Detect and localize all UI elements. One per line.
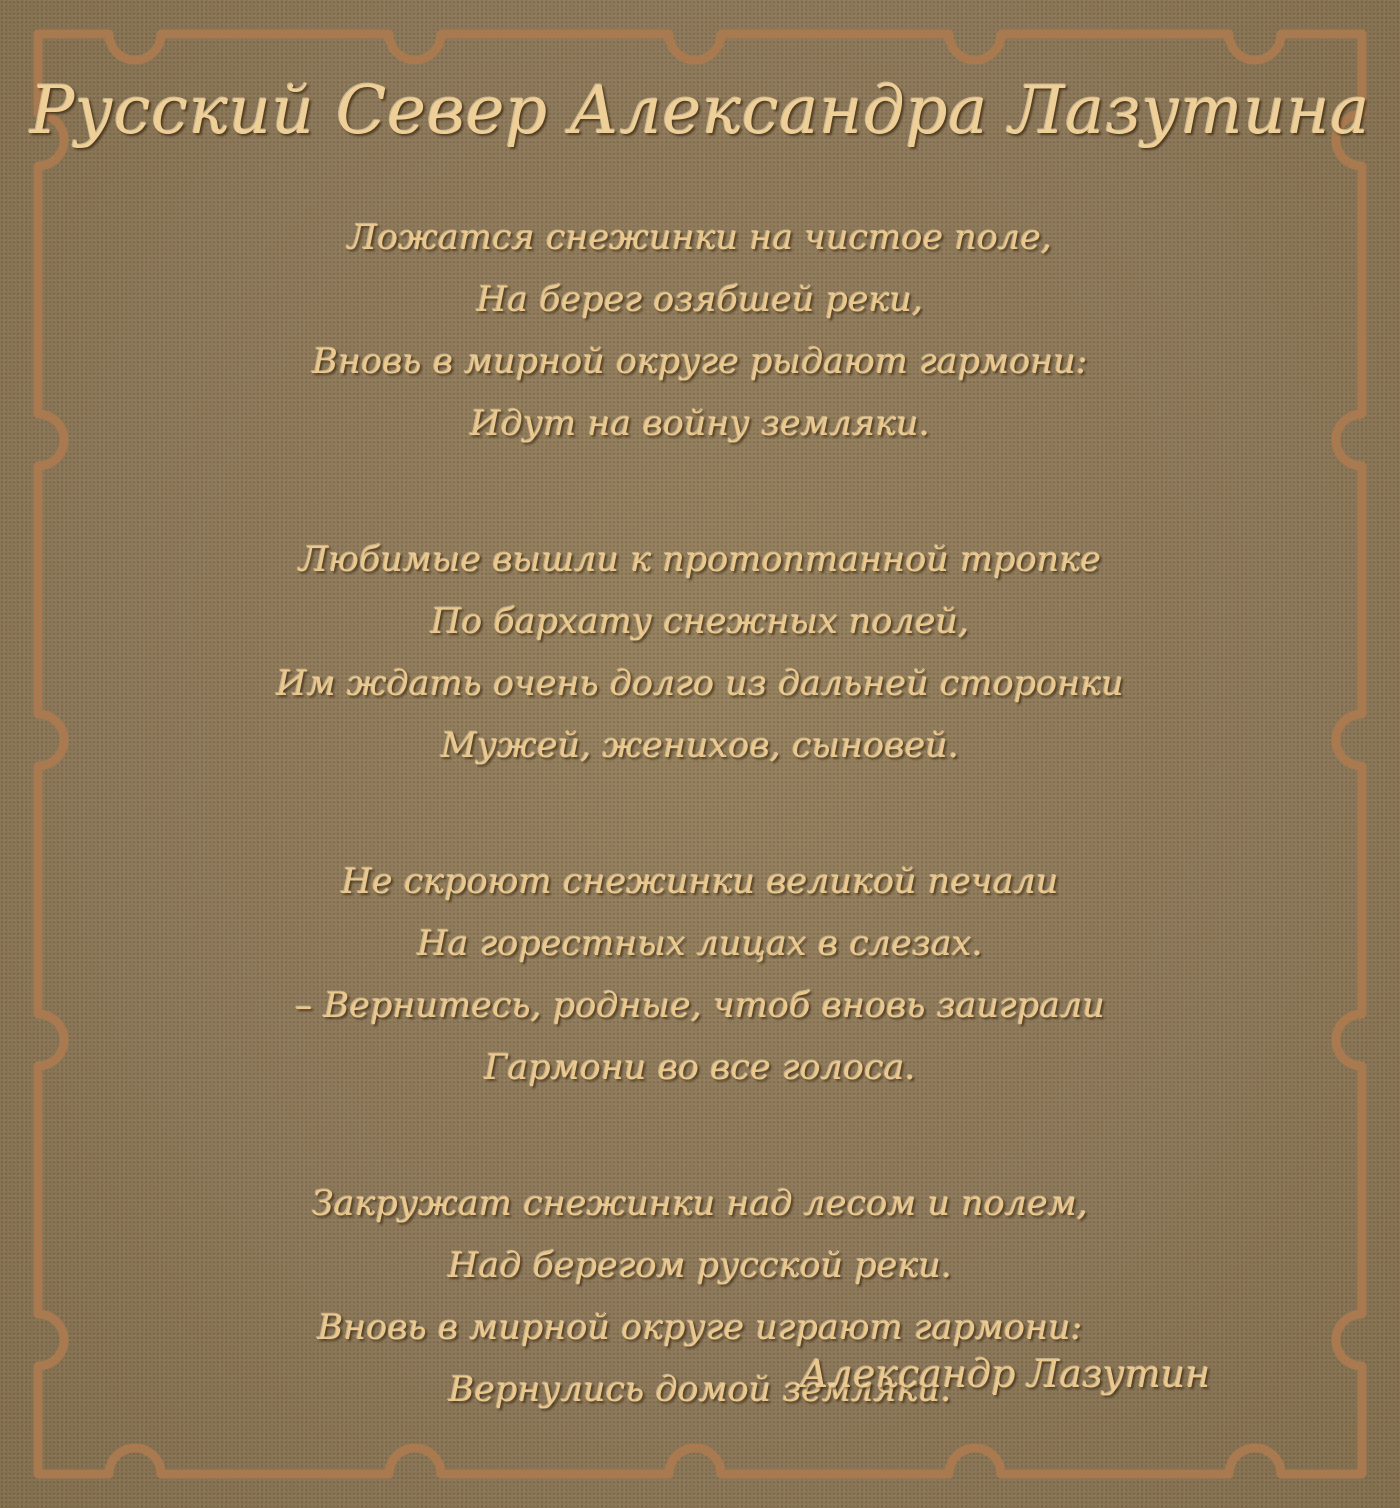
poem-line: Вновь в мирной округе рыдают гармони: (312, 342, 1088, 382)
stanza-3 (0, 856, 1400, 1104)
author-signature: Александр Лазутин (800, 1352, 1211, 1396)
stanza-1 (0, 212, 1400, 460)
poem-line: Им ждать очень долго из дальней сторонки (276, 664, 1124, 704)
poem-line: Мужей, женихов, сыновей. (441, 726, 959, 766)
poem-line: Над берегом русской реки. (447, 1246, 953, 1286)
poem (0, 212, 1400, 1500)
poem-line: На берег озябшей реки, (476, 280, 924, 320)
poem-line: Любимые вышли к протоптанной тропке (299, 540, 1101, 580)
poem-line: Не скроют снежинки великой печали (341, 862, 1059, 902)
poem-line: Ложатся снежинки на чистое поле, (347, 218, 1053, 258)
poem-line: На горестных лицах в слезах. (417, 924, 983, 964)
stanza-2 (0, 534, 1400, 782)
poem-line: Идут на войну земляки. (470, 404, 930, 444)
poem-line: Вновь в мирной округе играют гармони: (317, 1308, 1083, 1348)
poem-line: По бархату снежных полей, (430, 602, 970, 642)
poem-line: Гармони во все голоса. (484, 1048, 916, 1088)
poem-line: Вернулись домой земляки. (448, 1370, 952, 1410)
poem-line: Закружат снежинки над лесом и полем, (311, 1184, 1089, 1224)
page-title: Русский Север Александра Лазутина (29, 72, 1371, 149)
poem-line: – Вернитесь, родные, чтоб вновь заиграли (295, 986, 1105, 1026)
